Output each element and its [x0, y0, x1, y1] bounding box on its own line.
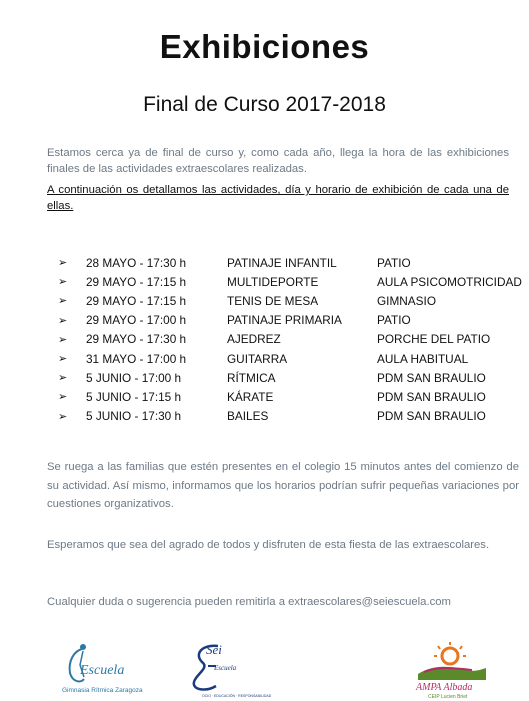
schedule-place: PDM SAN BRAULIO [377, 409, 486, 424]
arrow-bullet-icon: ➢ [58, 295, 68, 308]
schedule-activity: GUITARRA [227, 351, 288, 366]
schedule-place: PORCHE DEL PATIO [377, 332, 491, 347]
schedule-row [58, 272, 528, 291]
schedule-place: PATIO [377, 255, 411, 270]
schedule-activity: BAILES [227, 409, 269, 424]
schedule-date: 29 MAYO - 17:00 h [86, 313, 187, 328]
schedule-date: 29 MAYO - 17:15 h [86, 274, 187, 289]
schedule-row [58, 253, 528, 272]
schedule-place: PDM SAN BRAULIO [377, 370, 486, 385]
escuela-logo [62, 641, 182, 701]
schedule-activity: KÁRATE [227, 389, 274, 404]
sun-hills-icon [410, 640, 490, 682]
schedule-date: 29 MAYO - 17:15 h [86, 293, 187, 308]
sei-logo [188, 640, 272, 700]
schedule-activity: PATINAJE INFANTIL [227, 255, 337, 270]
schedule-row [58, 330, 528, 349]
ampa-logo-subtext: CEIP Lucien Briet [428, 694, 468, 700]
ampa-logo-text: AMPA Albada [416, 682, 473, 693]
schedule-row [58, 349, 528, 368]
hope-paragraph: Esperamos que sea del agrado de todos y disfruten de esta fiesta de las extraescolares. [47, 539, 490, 551]
schedule-activity: RÍTMICA [227, 370, 276, 385]
schedule-place: AULA HABITUAL [377, 351, 469, 366]
schedule-place: GIMNASIO [377, 293, 436, 308]
schedule-date: 5 JUNIO - 17:15 h [86, 389, 182, 404]
arrow-bullet-icon: ➢ [58, 372, 68, 385]
schedule-activity: AJEDREZ [227, 332, 281, 347]
arrow-bullet-icon: ➢ [58, 314, 68, 327]
families-paragraph: Se ruega a las familias que estén presentes en el colegio 15 minutos antes del comienzo de su actividad. Así mismo, informamos que los horarios podrían sufrir pequeñas variaciones por cuestiones organizativos. [47, 461, 519, 510]
intro-paragraph: Estamos cerca ya de final de curso y, como cada año, llega la hora de las exhibiciones finales de las actividades extraescolares realizadas. [47, 147, 509, 175]
arrow-bullet-icon: ➢ [58, 353, 68, 366]
schedule-activity: MULTIDEPORTE [227, 274, 319, 289]
schedule-place: AULA PSICOMOTRICIDAD [377, 274, 522, 289]
schedule-place: PDM SAN BRAULIO [377, 389, 486, 404]
schedule-list [58, 253, 528, 426]
schedule-row [58, 291, 528, 310]
sei-logo-subtext: OCIO · EDUCACIÓN · RESPONSABILIDAD [202, 694, 272, 698]
schedule-date: 5 JUNIO - 17:30 h [86, 409, 182, 424]
schedule-activity: TENIS DE MESA [227, 293, 319, 308]
schedule-row [58, 368, 528, 387]
schedule-row [58, 407, 528, 426]
schedule-date: 31 MAYO - 17:00 h [86, 351, 187, 366]
arrow-bullet-icon: ➢ [58, 333, 68, 346]
sei-logo-text-2: Escuela [214, 664, 237, 672]
page-title: Exhibiciones [159, 28, 370, 65]
escuela-logo-subtext: Gimnasia Rítmica Zaragoza [62, 687, 143, 694]
sei-logo-text: Sei [206, 642, 222, 657]
page-subtitle: Final de Curso 2017-2018 [143, 93, 386, 116]
schedule-row [58, 387, 528, 406]
schedule-row [58, 311, 528, 330]
intro-underlined-paragraph: A continuación os detallamos las actividades, día y horario de exhibición de cada una de ellas. [47, 184, 509, 212]
contact-paragraph: Cualquier duda o sugerencia pueden remitirla a extraescolares@seiescuela.com [47, 596, 451, 608]
schedule-activity: PATINAJE PRIMARIA [227, 313, 342, 328]
schedule-place: PATIO [377, 313, 411, 328]
arrow-bullet-icon: ➢ [58, 391, 68, 404]
schedule-date: 5 JUNIO - 17:00 h [86, 370, 182, 385]
escuela-logo-text: Escuela [80, 663, 125, 678]
arrow-bullet-icon: ➢ [58, 257, 68, 270]
ampa-logo [410, 640, 490, 700]
schedule-date: 28 MAYO - 17:30 h [86, 255, 187, 270]
schedule-date: 29 MAYO - 17:30 h [86, 332, 187, 347]
arrow-bullet-icon: ➢ [58, 276, 68, 289]
arrow-bullet-icon: ➢ [58, 410, 68, 423]
